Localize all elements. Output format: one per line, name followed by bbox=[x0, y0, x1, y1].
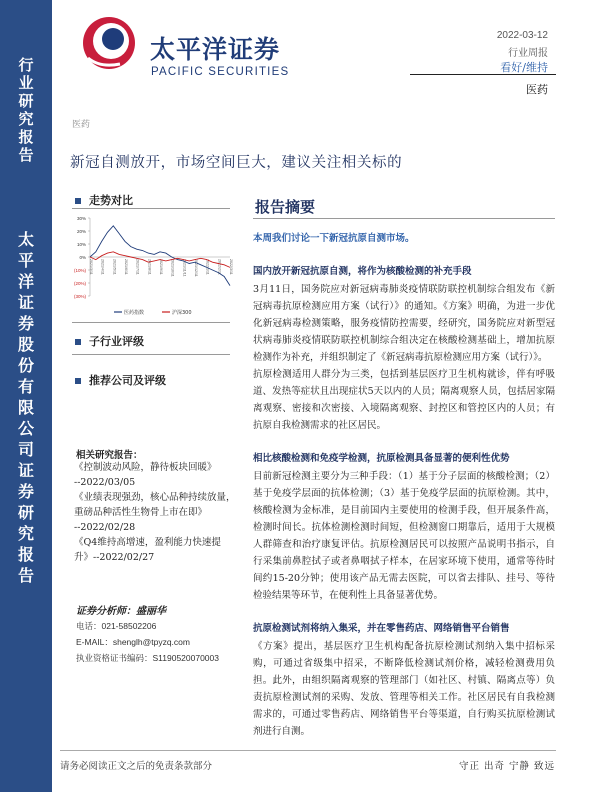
analyst-email[interactable]: E-MAIL：shenglh@tpyzq.com bbox=[76, 637, 190, 647]
x-tick-label: 2021/7/11 bbox=[135, 259, 140, 275]
sidebar-top-char-5: 告 bbox=[18, 146, 34, 164]
trend-heading bbox=[75, 192, 133, 208]
sidebar-bottom-char-2: 洋 bbox=[17, 272, 34, 291]
sidebar-bottom-char-15: 报 bbox=[17, 545, 34, 564]
company-heading-label: 推荐公司及评级 bbox=[89, 374, 166, 387]
sidebar-bottom-char-12: 券 bbox=[17, 482, 34, 501]
y-tick-label: 10% bbox=[76, 242, 86, 247]
section-heading: 抗原检测试剂将纳入集采，并在零售药店、网络销售平台销售 bbox=[253, 623, 510, 634]
y-tick-label: (30%) bbox=[73, 294, 86, 299]
sidebar-bottom-char-8: 限 bbox=[17, 398, 34, 417]
divider bbox=[253, 218, 555, 219]
related-report-link[interactable]: 《控制波动风险，静待板块回暖》 bbox=[74, 462, 217, 473]
report-date: 2022-03-12 bbox=[496, 30, 548, 41]
sidebar-bottom-char-11: 证 bbox=[17, 461, 34, 480]
x-tick-label: 2021/3/11 bbox=[89, 259, 93, 275]
legend-label: 医药指数 bbox=[124, 309, 145, 316]
company-name-en: PACIFIC SECURITIES bbox=[151, 66, 290, 78]
sidebar-bottom-char-7: 有 bbox=[17, 377, 34, 396]
related-report-link[interactable]: 《Q4维持高增速，盈利能力快速提升》--2022/02/27 bbox=[74, 537, 221, 563]
bullet-icon bbox=[75, 378, 81, 384]
series-line-0 bbox=[90, 226, 230, 286]
sidebar-bottom-char-10: 司 bbox=[17, 440, 34, 459]
sidebar-bottom-char-13: 研 bbox=[17, 503, 34, 522]
related-report-date: --2022/02/28 bbox=[74, 522, 136, 533]
divider bbox=[72, 208, 230, 209]
report-type: 行业周报 bbox=[508, 48, 548, 59]
section-heading: 国内放开新冠抗原自测，将作为核酸检测的补充手段 bbox=[253, 266, 472, 277]
analyst-license: 执业资格证书编码：S1190520070003 bbox=[76, 653, 219, 663]
y-tick-label: (10%) bbox=[73, 268, 86, 273]
sidebar-bottom-char-4: 券 bbox=[17, 314, 34, 333]
sidebar-bottom-char-16: 告 bbox=[17, 566, 34, 585]
bullet-icon bbox=[75, 339, 81, 345]
sidebar-report-label bbox=[0, 58, 52, 166]
page-title: 新冠自测放开，市场空间巨大，建议关注相关标的 bbox=[70, 155, 403, 171]
x-tick-label: 2022/2/11 bbox=[217, 259, 222, 275]
company-rating-heading bbox=[75, 372, 166, 388]
company-name-cn: 太平洋证券 bbox=[150, 35, 281, 64]
section-heading: 相比核酸检测和免疫学检测，抗原检测具备显著的便利性优势 bbox=[253, 453, 510, 464]
x-tick-label: 2021/8/11 bbox=[147, 259, 152, 275]
x-tick-label: 2021/12/11 bbox=[194, 259, 198, 277]
sidebar-top-char-3: 究 bbox=[18, 110, 34, 128]
y-tick-label: (20%) bbox=[73, 281, 86, 286]
x-tick-label: 2021/9/11 bbox=[159, 259, 163, 275]
x-tick-label: 2021/6/11 bbox=[124, 259, 128, 275]
divider bbox=[72, 354, 230, 355]
x-tick-label: 2021/4/11 bbox=[100, 259, 105, 275]
sidebar-top-char-1: 业 bbox=[18, 74, 34, 92]
footer-disclaimer[interactable]: 请务必阅读正文之后的免责条款部分 bbox=[60, 761, 213, 772]
sidebar-company-label bbox=[0, 232, 52, 589]
section-paragraph: 目前新冠检测主要分为三种手段：（1）基于分子层面的核酸检测；（2）基于免疫学层面的抗体检测；（3）基于免疫学层面的抗原检测。其中，核酸检测为金标准，是目前国内主要使用的检测手段，但开展条件高，检测时间长。抗体检测检测时间短，但检测窗口期靠后，适用于大规模人群筛查和治疗康复评估。抗原检测居民可以按照产品说明书指示，自行采集前鼻腔拭子或者鼻咽拭子样本，在居家环境下使用，通常等待时间约15-20分钟；使用该产品无需去医院，可以省去排队、挂号、等待检验结果等环节，在便利性上具备显著优势。 bbox=[253, 471, 555, 601]
header-sector: 医药 bbox=[526, 83, 548, 96]
section-paragraph: 《方案》提出，基层医疗卫生机构配备抗原检测试剂纳入集中招标采购，可通过省级集中招采，不断降低检测试剂价格，减轻检测费用负担。此外，由组织隔离观察的管理部门（如社区、村镇、隔离点等）负责抗原检测试剂的采购、发放、管理等相关工作。社区居民有自我检测需求的，可通过零售药店、网络销售平台等渠道，自行购买抗原检测试剂进行自测。 bbox=[253, 641, 555, 737]
sidebar-bottom-char-6: 份 bbox=[17, 356, 34, 375]
industry-rating-heading bbox=[75, 333, 144, 349]
x-tick-label: 2021/10/11 bbox=[170, 259, 175, 277]
analyst-name: 证券分析师：盛丽华 bbox=[76, 606, 166, 617]
sidebar-top-char-4: 报 bbox=[18, 128, 34, 146]
x-tick-label: 2022/1/11 bbox=[205, 259, 210, 275]
legend-label: 沪深300 bbox=[172, 309, 192, 316]
bullet-icon bbox=[75, 198, 81, 204]
sidebar-bottom-char-9: 公 bbox=[17, 419, 34, 438]
related-reports-title: 相关研究报告： bbox=[76, 450, 143, 461]
sector-tag: 医药 bbox=[72, 120, 91, 130]
sidebar-bottom-char-1: 平 bbox=[17, 251, 34, 270]
sidebar-bottom-char-0: 太 bbox=[17, 230, 34, 249]
y-tick-label: 30% bbox=[76, 216, 86, 221]
y-tick-label: 20% bbox=[76, 229, 86, 234]
sidebar-bottom-char-14: 究 bbox=[17, 524, 34, 543]
company-logo-icon bbox=[80, 14, 138, 72]
summary-intro: 本周我们讨论一下新冠抗原自测市场。 bbox=[253, 233, 415, 244]
x-tick-label: 2021/5/11 bbox=[112, 259, 117, 275]
x-tick-label: 2022/3/11 bbox=[229, 259, 233, 275]
industry-rating: 看好/维持 bbox=[500, 61, 548, 74]
footer-motto: 守正 出奇 宁静 致远 bbox=[458, 761, 555, 772]
summary-title: 报告摘要 bbox=[255, 198, 316, 216]
sidebar-top-char-2: 研 bbox=[18, 92, 34, 110]
related-report-link[interactable]: 《业绩表现强劲，核心品种持续放量，重磅品种活性生物骨上市在即》 bbox=[74, 492, 236, 518]
y-tick-label: 0% bbox=[79, 255, 86, 260]
header-divider bbox=[410, 74, 556, 75]
sidebar-bottom-char-5: 股 bbox=[17, 335, 34, 354]
trend-heading-label: 走势对比 bbox=[89, 194, 133, 207]
analyst-phone: 电话：021-58502206 bbox=[76, 621, 157, 631]
divider bbox=[72, 322, 230, 323]
x-tick-label: 2021/11/11 bbox=[182, 259, 187, 277]
section-paragraph: 3月11日，国务院应对新冠病毒肺炎疫情联防联控机制综合组发布《新冠病毒抗原检测应用方案（试行）》的通知。《方案》明确，为进一步优化新冠病毒检测策略，服务疫情防控需要，经研究，国务院应对新型冠状病毒肺炎疫情联防联控机制综合组决定在核酸检测基础上，增加抗原检测作为补充，并组织制定了《新冠病毒抗原检测应用方案（试行）》。 bbox=[253, 284, 555, 363]
section-paragraph: 抗原检测适用人群分为三类，包括到基层医疗卫生机构就诊，伴有呼吸道、发热等症状且出现症状5天以内的人员；隔离观察人员，包括居家隔离观察、密接和次密接、入境隔离观察、封控区和管控区内的人员；有抗原自我检测需求的社区居民。 bbox=[253, 369, 555, 431]
sidebar-top-char-0: 行 bbox=[18, 56, 34, 74]
footer-divider bbox=[60, 750, 556, 751]
related-report-date: --2022/03/05 bbox=[74, 477, 136, 488]
sidebar-bottom-char-3: 证 bbox=[17, 293, 34, 312]
trend-chart bbox=[64, 210, 234, 320]
industry-heading-label: 子行业评级 bbox=[89, 335, 144, 348]
